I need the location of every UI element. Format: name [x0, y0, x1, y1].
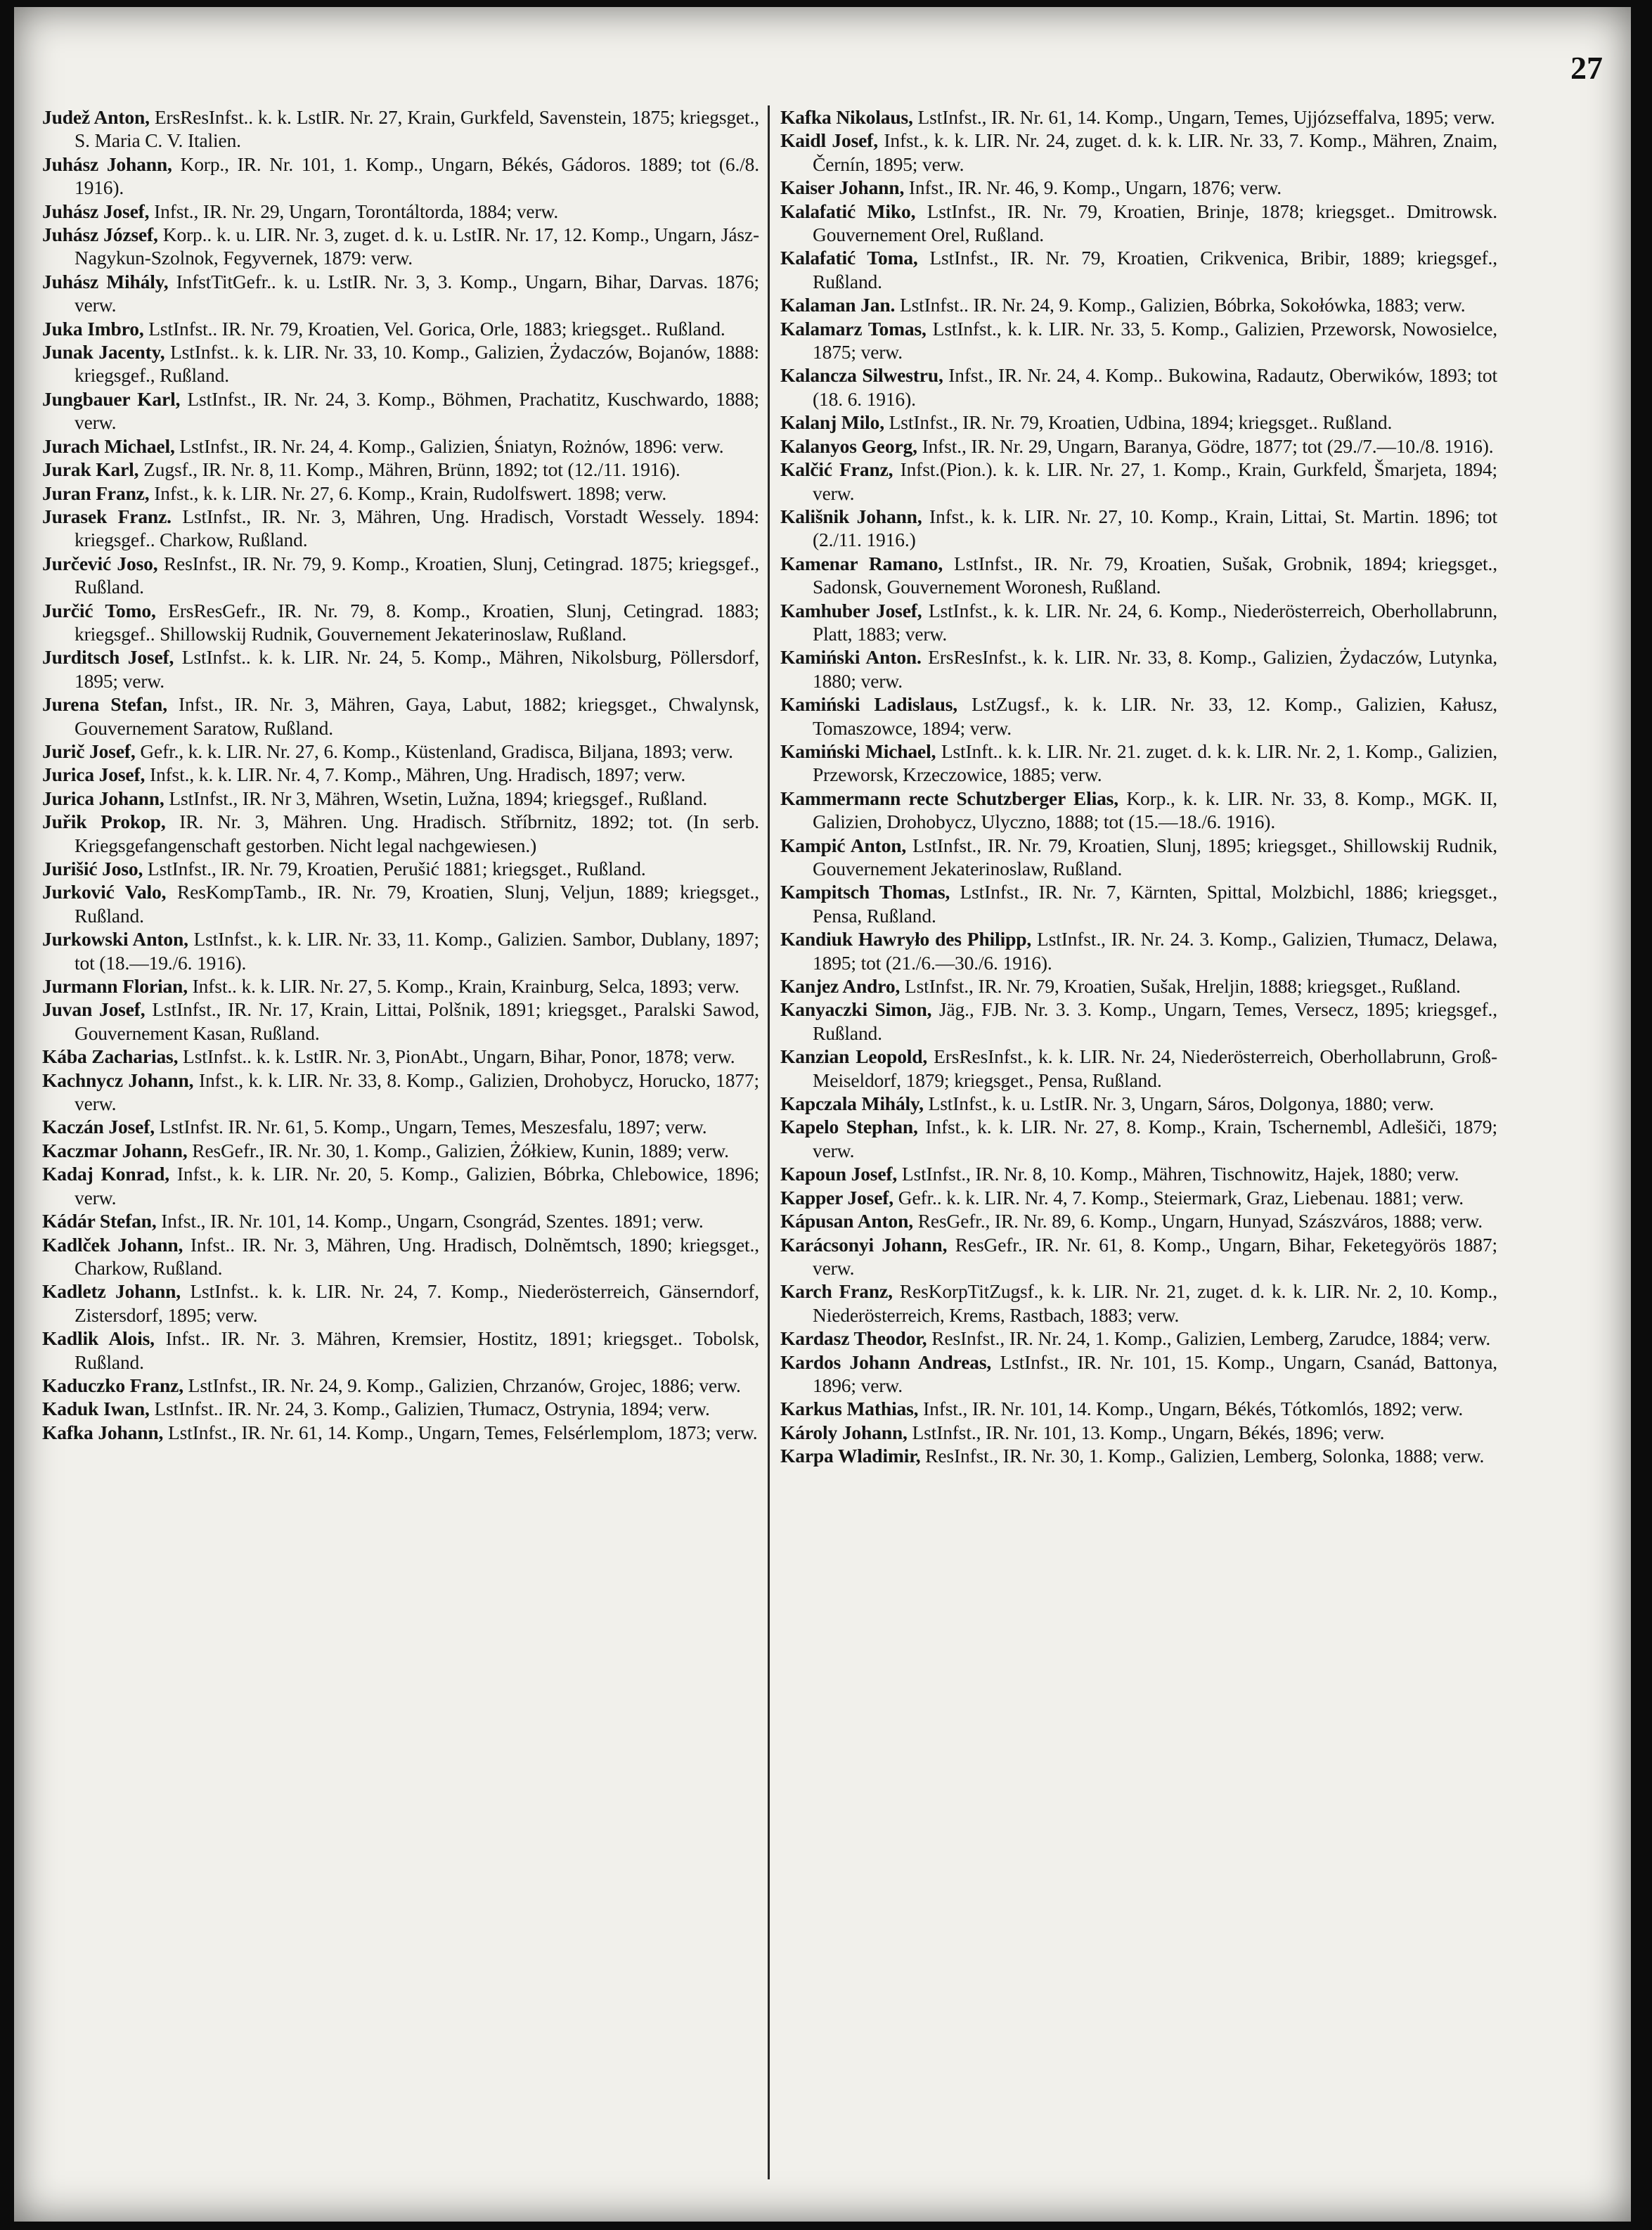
register-entry — [780, 998, 1497, 1045]
register-entry — [780, 787, 1497, 834]
entry-details: ResInfst., IR. Nr. 30, 1. Komp., Galizien, Lemberg, Solonka, 1888; verw. — [920, 1445, 1485, 1467]
register-entry — [780, 1045, 1497, 1092]
register-entry — [780, 293, 1497, 316]
entry-details: LstInfst., IR. Nr. 79, Kroatien, Crikvenica, Bribir, 1889; kriegsgef., Rußland. — [813, 247, 1498, 292]
register-entry — [780, 105, 1497, 129]
register-entry — [42, 1209, 759, 1232]
entry-name: Kápusan Anton, — [780, 1210, 913, 1232]
entry-name: Kapelo Stephan, — [780, 1116, 918, 1138]
entry-details: LstInfst., IR. Nr. 24. 3. Komp., Galizien, Tłumacz, Delawa, 1895; tot (21./6.—30./6. 1916). — [813, 928, 1497, 974]
register-entry — [42, 1115, 759, 1138]
entry-name: Kapoun Josef, — [780, 1163, 898, 1185]
entry-name: Jurak Karl, — [42, 458, 139, 481]
register-entry — [42, 1421, 759, 1444]
register-entry — [42, 105, 759, 153]
entry-name: Juřik Prokop, — [42, 811, 166, 833]
register-entry — [42, 1045, 759, 1068]
register-entry — [42, 317, 759, 340]
entry-details: Korp., k. k. LIR. Nr. 33, 8. Komp., MGK. II, Galizien, Drohobycz, Ulyczno, 1888; tot (15.—18./6. 1916). — [813, 787, 1497, 833]
entry-details: ResKompTamb., IR. Nr. 79, Kroatien, Slunj, Veljun, 1889; kriegsget., Rußland. — [75, 881, 759, 927]
entry-details: Infst., k. k. LIR. Nr. 20, 5. Komp., Galizien, Bóbrka, Chlebowice, 1896; verw. — [75, 1163, 759, 1209]
entry-name: Kaidl Josef, — [780, 129, 878, 152]
entry-details: LstInfst.. k. k. LIR. Nr. 24, 7. Komp., Niederösterreich, Gänserndorf, Zistersdorf, 1895; verw. — [75, 1280, 759, 1326]
entry-details: Gefr.. k. k. LIR. Nr. 4, 7. Komp., Steiermark, Graz, Liebenau. 1881; verw. — [893, 1186, 1464, 1209]
entry-details: Korp.. k. u. LIR. Nr. 3, zuget. d. k. u. LstIR. Nr. 17, 12. Komp., Ungarn, Jász-Nagykun-Szolnok, Fegyvernek, 1879: verw. — [75, 224, 759, 269]
entry-name: Kába Zacharias, — [42, 1045, 179, 1068]
entry-details: Infst., IR. Nr. 24, 4. Komp.. Bukowina, Radautz, Oberwików, 1893; tot (18. 6. 1916). — [813, 364, 1497, 410]
entry-details: LstInfst., IR. Nr. 8, 10. Komp., Mähren, Tischnowitz, Hajek, 1880; verw. — [897, 1163, 1459, 1185]
entry-details: LstInfst., IR. Nr. 101, 13. Komp., Ungarn, Békés, 1896; verw. — [907, 1421, 1385, 1443]
entry-details: LstInfst., k. k. LIR. Nr. 33, 11. Komp., Galizien. Sambor, Dublany, 1897; tot (18.—19./6. 1916). — [75, 928, 759, 974]
entry-name: Kališnik Johann, — [780, 505, 922, 527]
entry-details: Jäg., FJB. Nr. 3. 3. Komp., Ungarn, Temes, Versecz, 1895; kriegsgef., Rußland. — [813, 998, 1497, 1044]
entry-details: Korp., IR. Nr. 101, 1. Komp., Ungarn, Békés, Gádoros. 1889; tot (6./8. 1916). — [75, 153, 759, 199]
register-entry — [780, 1421, 1497, 1444]
column-divider — [768, 105, 770, 2179]
entry-details: ResKorpTitZugsf., k. k. LIR. Nr. 21, zuget. d. k. k. LIR. Nr. 2, 10. Komp., Niederösterreich, Krems, Rastbach, 1883; verw. — [813, 1280, 1497, 1326]
entry-details: LstInfst., IR. Nr. 61, 14. Komp., Ungarn, Temes, Ujjózseffalva, 1895; verw. — [912, 106, 1495, 128]
entry-name: Kamiński Michael, — [780, 740, 936, 762]
register-entry — [780, 692, 1497, 740]
entry-name: Kamiński Anton. — [780, 646, 922, 669]
register-entry — [42, 1397, 759, 1420]
entry-name: Kalamarz Tomas, — [780, 317, 927, 340]
entry-name: Jurkowski Anton, — [42, 928, 188, 950]
entry-name: Kampitsch Thomas, — [780, 881, 950, 903]
entry-name: Juvan Josef, — [42, 998, 146, 1021]
entry-name: Karkus Mathias, — [780, 1398, 919, 1420]
register-entry — [780, 1351, 1497, 1398]
entry-name: Juhász Mihály, — [42, 270, 169, 292]
entry-name: Jurica Josef, — [42, 763, 146, 786]
register-entry — [780, 1280, 1497, 1327]
entry-details: LstInfst., IR. Nr. 24, 3. Komp., Böhmen, Prachatitz, Kuschwardo, 1888; verw. — [75, 387, 759, 434]
register-entry — [780, 834, 1497, 881]
register-entry — [780, 176, 1497, 199]
entry-details: LstInfst.. k. k. LstIR. Nr. 3, PionAbt., Ungarn, Bihar, Ponor, 1878; verw. — [178, 1045, 735, 1068]
register-entry — [42, 1162, 759, 1209]
register-entry — [780, 552, 1497, 599]
entry-name: Kalafatić Miko, — [780, 200, 916, 222]
entry-details: Infst., k. k. LIR. Nr. 33, 8. Komp., Galizien, Drohobycz, Horucko, 1877; verw. — [75, 1069, 759, 1115]
register-entry — [42, 880, 759, 927]
entry-details: ResGefr., IR. Nr. 61, 8. Komp., Ungarn, Bihar, Feketegyörös 1887; verw. — [813, 1233, 1497, 1279]
entry-details: Infst., IR. Nr. 29, Ungarn, Torontáltorda, 1884; verw. — [149, 200, 559, 222]
entry-details: ErsResInfst., k. k. LIR. Nr. 24, Niederösterreich, Oberhollabrunn, Groß-Meiseldorf, 1879; kriegsget., Pensa, Rußland. — [813, 1045, 1497, 1091]
entry-name: Kaduk Iwan, — [42, 1398, 150, 1420]
register-entry — [780, 505, 1497, 552]
entry-name: Kanzian Leopold, — [780, 1045, 928, 1068]
register-entry — [42, 1280, 759, 1327]
entry-details: ErsResInfst., k. k. LIR. Nr. 33, 8. Komp., Galizien, Żydaczów, Lutynka, 1880; verw. — [813, 646, 1497, 692]
entry-name: Kalanyos Georg, — [780, 434, 917, 457]
entry-name: Kapczala Mihály, — [780, 1093, 924, 1115]
entry-details: LstInfst., IR. Nr. 79, Kroatien, Sušak, Grobnik, 1894; kriegsget., Sadonsk, Gouvernement Woronesh, Rußland. — [813, 552, 1497, 598]
register-entry — [42, 974, 759, 998]
register-entry — [42, 810, 759, 857]
register-entry — [780, 1209, 1497, 1232]
entry-details: LstZugsf., k. k. LIR. Nr. 33, 12. Komp., Galizien, Kałusz, Tomaszowce, 1894; verw. — [813, 693, 1497, 739]
entry-name: Jurišić Joso, — [42, 858, 143, 879]
register-entry — [780, 246, 1497, 293]
entry-name: Kafka Nikolaus, — [780, 106, 913, 128]
entry-name: Kalancza Silwestru, — [780, 364, 943, 387]
entry-name: Kádár Stefan, — [42, 1210, 157, 1232]
entry-details: ResInfst., IR. Nr. 24, 1. Komp., Galizien, Lemberg, Zarudce, 1884; verw. — [927, 1327, 1491, 1350]
entry-name: Kaduczko Franz, — [42, 1374, 183, 1396]
register-entry — [42, 1069, 759, 1116]
entry-name: Kadletz Johann, — [42, 1280, 181, 1303]
entry-name: Kafka Johann, — [42, 1421, 164, 1443]
register-entry — [780, 1186, 1497, 1209]
entry-details: Zugsf., IR. Nr. 8, 11. Komp., Mähren, Brünn, 1892; tot (12./11. 1916). — [138, 458, 680, 481]
entry-details: LstInfst., IR. Nr. 79, Kroatien, Brinje, 1878; kriegsget.. Dmitrowsk. Gouvernement Orel, Rußland. — [813, 200, 1497, 246]
register-entry — [780, 1397, 1497, 1420]
entry-details: Infst., IR. Nr. 46, 9. Komp., Ungarn, 1876; verw. — [904, 176, 1282, 199]
register-entry — [42, 692, 759, 740]
entry-details: Infst., IR. Nr. 101, 14. Komp., Ungarn, Békés, Tótkomlós, 1892; verw. — [918, 1398, 1464, 1420]
register-entry — [780, 1327, 1497, 1350]
register-entry — [780, 880, 1497, 927]
register-entry — [780, 458, 1497, 505]
register-entry — [42, 552, 759, 599]
register-entry — [780, 927, 1497, 974]
entry-details: IR. Nr. 3, Mähren. Ung. Hradisch. Stříbrnitz, 1892; tot. (In serb. Kriegsgefangenschaft gestorben. Nicht legal nachgewiesen.) — [75, 811, 759, 856]
entry-details: LstInfst.. IR. Nr. 24, 9. Komp., Galizien, Bóbrka, Sokołówka, 1883; verw. — [895, 294, 1466, 316]
entry-name: Jurmann Florian, — [42, 975, 188, 998]
entry-name: Karch Franz, — [780, 1280, 893, 1303]
entry-name: Juka Imbro, — [42, 317, 144, 340]
entry-name: Jungbauer Karl, — [42, 387, 181, 410]
entry-details: LstInfst., IR. Nr. 24, 9. Komp., Galizien, Chrzanów, Grojec, 1886; verw. — [183, 1374, 741, 1396]
entry-name: Juhász Josef, — [42, 200, 150, 222]
entry-name: Jurčević Joso, — [42, 552, 158, 574]
entry-details: LstInfst.. IR. Nr. 24, 3. Komp., Galizien, Tłumacz, Ostrynia, 1894; verw. — [149, 1398, 710, 1420]
register-entry — [780, 317, 1497, 364]
register-entry — [780, 363, 1497, 411]
register-entry — [42, 340, 759, 387]
entry-details: LstInfst., IR. Nr. 79, Kroatien, Udbina, 1894; kriegsget.. Rußland. — [884, 411, 1393, 434]
register-entry — [42, 153, 759, 200]
register-entry — [780, 200, 1497, 247]
entry-name: Kalaman Jan. — [780, 294, 896, 316]
entry-name: Kaiser Johann, — [780, 176, 905, 199]
entry-details: Infst., k. k. LIR. Nr. 27, 10. Komp., Krain, Littai, St. Martin. 1896; tot (2./11. 1916.) — [813, 505, 1497, 551]
entry-name: Kanyaczki Simon, — [780, 998, 932, 1021]
entry-details: LstInfst., IR. Nr. 101, 15. Komp., Ungarn, Csanád, Battonya, 1896; verw. — [813, 1351, 1497, 1396]
entry-details: Infst., IR. Nr. 3, Mähren, Gaya, Labut, 1882; kriegsget., Chwalynsk, Gouvernement Saratow, Rußland. — [75, 693, 760, 739]
entry-details: Infst., k. k. LIR. Nr. 27, 6. Komp., Krain, Rudolfswert. 1898; verw. — [149, 482, 667, 504]
register-entry — [780, 1233, 1497, 1280]
entry-details: InfstTitGefr.. k. u. LstIR. Nr. 3, 3. Komp., Ungarn, Bihar, Darvas. 1876; verw. — [75, 270, 759, 316]
entry-details: LstInfst., IR. Nr. 3, Mähren, Ung. Hradisch, Vorstadt Wessely. 1894: kriegsgef.. Charkow, Rußland. — [75, 505, 759, 551]
entry-name: Kadaj Konrad, — [42, 1163, 170, 1185]
entry-details: LstInfst., k. u. LstIR. Nr. 3, Ungarn, Sáros, Dolgonya, 1880; verw. — [923, 1093, 1434, 1115]
register-entry — [780, 599, 1497, 646]
entry-name: Kapper Josef, — [780, 1186, 894, 1209]
entry-details: LstInfst., IR. Nr. 61, 14. Komp., Ungarn, Temes, Felsérlemplom, 1873; verw. — [163, 1421, 758, 1443]
entry-name: Jurica Johann, — [42, 787, 164, 809]
entry-name: Kardos Johann Andreas, — [780, 1351, 992, 1373]
register-entry — [780, 1444, 1497, 1467]
entry-name: Kamenar Ramano, — [780, 552, 943, 574]
entry-details: LstInfst., IR. Nr. 79, Kroatien, Sušak, Hreljin, 1888; kriegsget., Rußland. — [900, 975, 1461, 998]
entry-details: LstInfst., IR. Nr. 17, Krain, Littai, Polšnik, 1891; kriegsget., Paralski Sawod, Gouvernement Kasan, Rußland. — [75, 998, 759, 1044]
register-entry — [780, 411, 1497, 434]
entry-details: Infst.(Pion.). k. k. LIR. Nr. 27, 1. Komp., Krain, Gurkfeld, Šmarjeta, 1894; verw. — [813, 458, 1498, 504]
register-entry — [780, 434, 1497, 458]
register-entry — [42, 857, 759, 880]
page-number: 27 — [1570, 50, 1603, 86]
entry-details: ErsResGefr., IR. Nr. 79, 8. Komp., Kroatien, Slunj, Cetingrad. 1883; kriegsgef.. Shillowskij Rudnik, Gouvernement Jekaterinoslaw, Rußland. — [75, 599, 759, 645]
register-entry — [780, 1162, 1497, 1185]
document-page — [14, 7, 1631, 2222]
entry-name: Kammermann recte Schutzberger Elias, — [780, 787, 1118, 809]
register-entry — [42, 787, 759, 810]
register-entry — [780, 645, 1497, 692]
entry-name: Kalanj Milo, — [780, 411, 884, 434]
entry-details: LstInfst., k. k. LIR. Nr. 24, 6. Komp., Niederösterreich, Oberhollabrunn, Platt, 1883; verw. — [813, 599, 1497, 645]
entry-details: ResInfst., IR. Nr. 79, 9. Komp., Kroatien, Slunj, Cetingrad. 1875; kriegsgef., Rußland. — [75, 552, 759, 598]
register-entry — [42, 223, 759, 270]
register-entry — [780, 740, 1497, 787]
entry-details: Infst., IR. Nr. 29, Ungarn, Baranya, Gödre, 1877; tot (29./7.—10./8. 1916). — [917, 434, 1494, 457]
entry-name: Kachnycz Johann, — [42, 1069, 194, 1091]
register-entry — [780, 129, 1497, 176]
entry-details: LstInfst., IR. Nr. 7, Kärnten, Spittal, Molzbichl, 1886; kriegsget., Pensa, Rußland. — [813, 881, 1498, 927]
column-right — [780, 105, 1497, 1468]
entry-details: Infst., k. k. LIR. Nr. 27, 8. Komp., Krain, Tschernembl, Adlešiči, 1879; verw. — [813, 1116, 1497, 1161]
entry-name: Kampić Anton, — [780, 834, 907, 856]
entry-name: Kaczán Josef, — [42, 1116, 155, 1138]
entry-details: ErsResInfst.. k. k. LstIR. Nr. 27, Krain, Gurkfeld, Savenstein, 1875; kriegsget., S. Maria C. V. Italien. — [75, 106, 759, 152]
entry-details: LstInfst.. k. k. LIR. Nr. 33, 10. Komp., Galizien, Żydaczów, Bojanów, 1888: kriegsgef., Rußland. — [75, 341, 759, 387]
entry-name: Juhász Johann, — [42, 153, 172, 175]
register-entry — [42, 1139, 759, 1162]
entry-details: LstInfst.. k. k. LIR. Nr. 24, 5. Komp., Mähren, Nikolsburg, Pöllersdorf, 1895; verw. — [75, 646, 759, 692]
register-entry — [42, 458, 759, 481]
register-entry — [42, 763, 759, 786]
entry-details: ResGefr., IR. Nr. 89, 6. Komp., Ungarn, Hunyad, Szászváros, 1888; verw. — [912, 1210, 1483, 1232]
entry-details: LstInft.. k. k. LIR. Nr. 21. zuget. d. k. k. LIR. Nr. 2, 1. Komp., Galizien, Przeworsk, Krzeczowice, 1885; verw. — [813, 740, 1498, 786]
entry-details: Infst., k. k. LIR. Nr. 24, zuget. d. k. k. LIR. Nr. 33, 7. Komp., Mähren, Znaim, Černín, 1895; verw. — [813, 129, 1497, 175]
entry-details: LstInfst., IR. Nr. 79, Kroatien, Slunj, 1895; kriegsget., Shillowskij Rudnik, Gouvernement Jekaterinoslaw, Rußland. — [813, 834, 1498, 879]
register-entry — [780, 974, 1497, 998]
register-entry — [780, 1092, 1497, 1115]
column-left — [42, 105, 759, 1444]
entry-details: LstInfst., k. k. LIR. Nr. 33, 5. Komp., Galizien, Przeworsk, Nowosielce, 1875; verw. — [813, 317, 1498, 363]
entry-details: Infst.. IR. Nr. 3, Mähren, Ung. Hradisch, Dolnĕmtsch, 1890; kriegsget., Charkow, Rußland. — [75, 1233, 759, 1279]
entry-name: Jurena Stefan, — [42, 693, 167, 716]
entry-name: Junak Jacenty, — [42, 341, 165, 363]
entry-name: Kalčić Franz, — [780, 458, 893, 481]
entry-details: ResGefr., IR. Nr. 30, 1. Komp., Galizien, Żółkiew, Kunin, 1889; verw. — [187, 1139, 729, 1161]
entry-name: Judež Anton, — [42, 106, 150, 128]
entry-details: Infst., k. k. LIR. Nr. 4, 7. Komp., Mähren, Ung. Hradisch, 1897; verw. — [145, 763, 686, 786]
register-entry — [42, 1374, 759, 1397]
entry-details: LstInfst.. IR. Nr. 79, Kroatien, Vel. Gorica, Orle, 1883; kriegsget.. Rußland. — [143, 317, 725, 340]
register-entry — [42, 387, 759, 434]
entry-details: Infst., IR. Nr. 101, 14. Komp., Ungarn, Csongrád, Szentes. 1891; verw. — [156, 1210, 704, 1232]
register-entry — [42, 1327, 759, 1374]
entry-details: LstInfst., IR. Nr. 24, 4. Komp., Galizien, Śniatyn, Rożnów, 1896: verw. — [174, 434, 724, 457]
entry-name: Kadlček Johann, — [42, 1233, 183, 1256]
entry-name: Kaczmar Johann, — [42, 1139, 188, 1161]
register-entry — [42, 505, 759, 552]
entry-name: Kamhuber Josef, — [780, 599, 922, 621]
entry-name: Kalafatić Toma, — [780, 247, 918, 269]
register-entry — [42, 1233, 759, 1280]
entry-name: Kardasz Theodor, — [780, 1327, 927, 1350]
register-entry — [42, 740, 759, 763]
register-entry — [42, 645, 759, 692]
register-entry — [42, 998, 759, 1045]
register-entry — [42, 270, 759, 317]
entry-name: Jurasek Franz. — [42, 505, 172, 527]
entry-details: Gefr., k. k. LIR. Nr. 27, 6. Komp., Küstenland, Gradisca, Biljana, 1893; verw. — [135, 740, 733, 762]
entry-name: Kandiuk Hawryło des Philipp, — [780, 928, 1032, 950]
register-entry — [42, 482, 759, 505]
entry-name: Juhász József, — [42, 224, 158, 246]
register-entry — [42, 434, 759, 458]
entry-name: Jurčić Tomo, — [42, 599, 156, 621]
entry-name: Karácsonyi Johann, — [780, 1233, 948, 1256]
entry-name: Karpa Wladimir, — [780, 1445, 921, 1467]
entry-name: Kanjez Andro, — [780, 975, 901, 998]
entry-name: Jurič Josef, — [42, 740, 136, 762]
register-entry — [42, 927, 759, 974]
entry-name: Károly Johann, — [780, 1421, 908, 1443]
entry-details: LstInfst., IR. Nr 3, Mähren, Wsetin, Lužna, 1894; kriegsgef., Rußland. — [164, 787, 708, 809]
entry-name: Jurković Valo, — [42, 881, 167, 903]
entry-details: Infst.. k. k. LIR. Nr. 27, 5. Komp., Krain, Krainburg, Selca, 1893; verw. — [187, 975, 740, 998]
entry-name: Kadlik Alois, — [42, 1327, 155, 1350]
entry-details: LstInfst., IR. Nr. 79, Kroatien, Perušić 1881; kriegsget., Rußland. — [143, 858, 646, 879]
entry-details: Infst.. IR. Nr. 3. Mähren, Kremsier, Hostitz, 1891; kriegsget.. Tobolsk, Rußland. — [75, 1327, 759, 1373]
entry-name: Jurditsch Josef, — [42, 646, 174, 669]
register-entry — [42, 200, 759, 223]
entry-name: Juran Franz, — [42, 482, 150, 504]
register-entry — [42, 599, 759, 646]
register-entry — [780, 1115, 1497, 1162]
entry-details: LstInfst. IR. Nr. 61, 5. Komp., Ungarn, Temes, Meszesfalu, 1897; verw. — [154, 1116, 707, 1138]
entry-name: Kamiński Ladislaus, — [780, 693, 958, 716]
entry-name: Jurach Michael, — [42, 434, 175, 457]
